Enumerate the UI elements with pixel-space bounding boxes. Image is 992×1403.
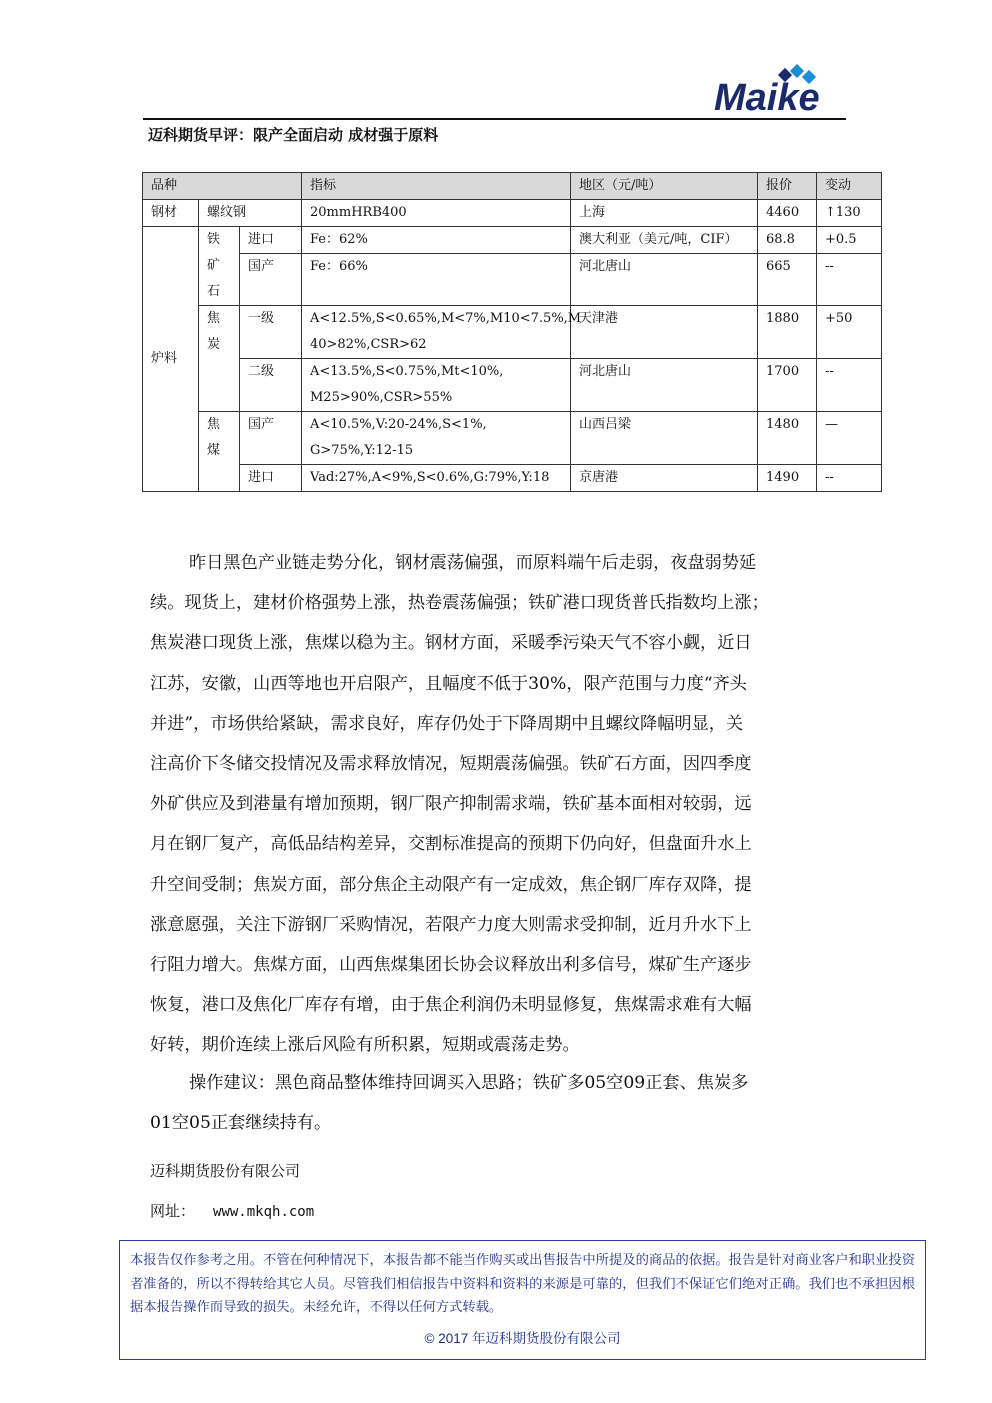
paragraph-line: 注高价下冬储交投情况及需求释放情况，短期震荡偏强。铁矿石方面，因四季度 — [150, 754, 752, 775]
table-header-row — [143, 173, 882, 200]
coal-price: 1490 — [758, 465, 817, 492]
coke-grade: 一级 — [240, 306, 302, 359]
iron-ore-source: 进口 — [240, 227, 302, 254]
table-row — [143, 254, 882, 306]
coal-change: -- — [817, 465, 882, 492]
table-row — [143, 412, 882, 465]
header-category: 品种 — [143, 173, 302, 200]
iron-ore-price: 665 — [758, 254, 817, 306]
maike-logo — [714, 70, 846, 120]
disclaimer-text: 本报告仅作参考之用。不管在何种情况下，本报告都不能当作购买或出售报告中所提及的商品的依据。报告是针对商业客户和职业投资者准备的，所以不得转给其它人员。尽管我们相信报告中资料和资料的来源是可靠的，但我们不保证它们绝对正确。我们也不承担因根据本报告操作而导致的损失。未经允许，不得以任何方式转载。 — [130, 1253, 915, 1315]
paragraph-line: 行阻力增大。焦煤方面，山西焦煤集团长协会议释放出利多信号，煤矿生产逐步 — [150, 955, 752, 976]
table-row — [143, 227, 882, 254]
steel-price: 4460 — [758, 200, 817, 227]
header-region: 地区（元/吨） — [571, 173, 758, 200]
coal-spec: A<10.5%,V:20-24%,S<1%, G>75%,Y:12-15 — [302, 412, 571, 465]
website-link[interactable]: www.mkqh.com — [213, 1204, 315, 1220]
coke-region: 天津港 — [571, 306, 758, 359]
coal-source: 国产 — [240, 412, 302, 465]
steel-product: 螺纹钢 — [199, 200, 302, 227]
website-label: 网址： — [150, 1202, 196, 1220]
paragraph-line: 昨日黑色产业链走势分化，钢材震荡偏强，而原料端午后走弱，夜盘弱势延 — [189, 553, 757, 573]
header-change: 变动 — [817, 173, 882, 200]
price-table — [142, 172, 882, 492]
coal-price: 1480 — [758, 412, 817, 465]
table-row — [143, 200, 882, 227]
iron-ore-change: -- — [817, 254, 882, 306]
document-title: 迈科期货早评：限产全面启动 成材强于原料 — [148, 126, 439, 144]
paragraph-line: 江苏，安徽，山西等地也开启限产，且幅度不低于30%，限产范围与力度“齐头 — [150, 673, 747, 694]
coal-region: 京唐港 — [571, 465, 758, 492]
paragraph-line: 升空间受制；焦炭方面，部分焦企主动限产有一定成效，焦企钢厂库存双降，提 — [150, 874, 752, 895]
coal-label: 焦 煤 — [199, 412, 240, 492]
header-rule — [143, 118, 846, 120]
burden-label: 炉料 — [143, 227, 199, 492]
copyright-text: © 2017 年迈科期货股份有限公司 — [424, 1331, 621, 1346]
header-price: 报价 — [758, 173, 817, 200]
paragraph-line: 涨意愿强，关注下游钢厂采购情况，若限产力度大则需求受抑制，近月升水下上 — [150, 914, 752, 935]
header-indicator: 指标 — [302, 173, 571, 200]
commentary-paragraph — [150, 543, 844, 1066]
coke-price: 1880 — [758, 306, 817, 359]
coke-change: -- — [817, 359, 882, 412]
iron-ore-change: +0.5 — [817, 227, 882, 254]
iron-ore-region: 澳大利亚（美元/吨，CIF） — [571, 227, 758, 254]
steel-region: 上海 — [571, 200, 758, 227]
iron-ore-region: 河北唐山 — [571, 254, 758, 306]
paragraph-line: 并进”，市场供给紧缺，需求良好，库存仍处于下降周期中且螺纹降幅明显，关 — [150, 713, 744, 734]
table-row — [143, 465, 882, 492]
coke-grade: 二级 — [240, 359, 302, 412]
logo-text: Maike — [714, 77, 820, 119]
coal-change: — — [817, 412, 882, 465]
paragraph-line: 外矿供应及到港量有增加预期，钢厂限产抑制需求端，铁矿基本面相对较弱，远 — [150, 794, 752, 815]
coal-spec: Vad:27%,A<9%,S<0.6%,G:79%,Y:18 — [302, 465, 571, 492]
paragraph-line: 月在钢厂复产，高低品结构差异，交割标准提高的预期下仍向好，但盘面升水上 — [150, 834, 752, 855]
paragraph-line: 恢复，港口及焦化厂库存有增，由于焦企利润仍未明显修复，焦煤需求难有大幅 — [150, 995, 752, 1016]
coal-region: 山西吕梁 — [571, 412, 758, 465]
steel-spec: 20mmHRB400 — [302, 200, 571, 227]
iron-ore-source: 国产 — [240, 254, 302, 306]
coke-spec: A<13.5%,S<0.75%,Mt<10%, M25>90%,CSR>55% — [302, 359, 571, 412]
website — [150, 1200, 314, 1223]
iron-ore-spec: Fe：66% — [302, 254, 571, 306]
iron-ore-price: 68.8 — [758, 227, 817, 254]
paragraph-line: 好转，期价连续上涨后风险有所积累，短期或震荡走势。 — [150, 1035, 580, 1056]
disclaimer-box — [119, 1240, 926, 1360]
coke-price: 1700 — [758, 359, 817, 412]
coke-spec: A<12.5%,S<0.65%,M<7%,M10<7.5%,M 40>82%,CSR>62 — [302, 306, 571, 359]
table-row — [143, 359, 882, 412]
coke-region: 河北唐山 — [571, 359, 758, 412]
coke-label: 焦 炭 — [199, 306, 240, 412]
paragraph-line: 01空05正套继续持有。 — [150, 1113, 332, 1134]
iron-ore-label: 铁 矿 石 — [199, 227, 240, 306]
coke-change: +50 — [817, 306, 882, 359]
paragraph-line: 续。现货上，建材价格强势上涨，热卷震荡偏强；铁矿港口现货普氏指数均上涨； — [150, 593, 769, 614]
coal-source: 进口 — [240, 465, 302, 492]
steel-change: ↑130 — [817, 200, 882, 227]
company-name: 迈科期货股份有限公司 — [150, 1162, 301, 1180]
advice-paragraph — [150, 1063, 844, 1143]
iron-ore-spec: Fe：62% — [302, 227, 571, 254]
paragraph-line: 焦炭港口现货上涨，焦煤以稳为主。钢材方面，采暖季污染天气不容小觑，近日 — [150, 633, 752, 654]
paragraph-line: 操作建议：黑色商品整体维持回调买入思路；铁矿多05空09正套、焦炭多 — [189, 1073, 749, 1093]
table-row — [143, 306, 882, 359]
steel-category: 钢材 — [143, 200, 199, 227]
